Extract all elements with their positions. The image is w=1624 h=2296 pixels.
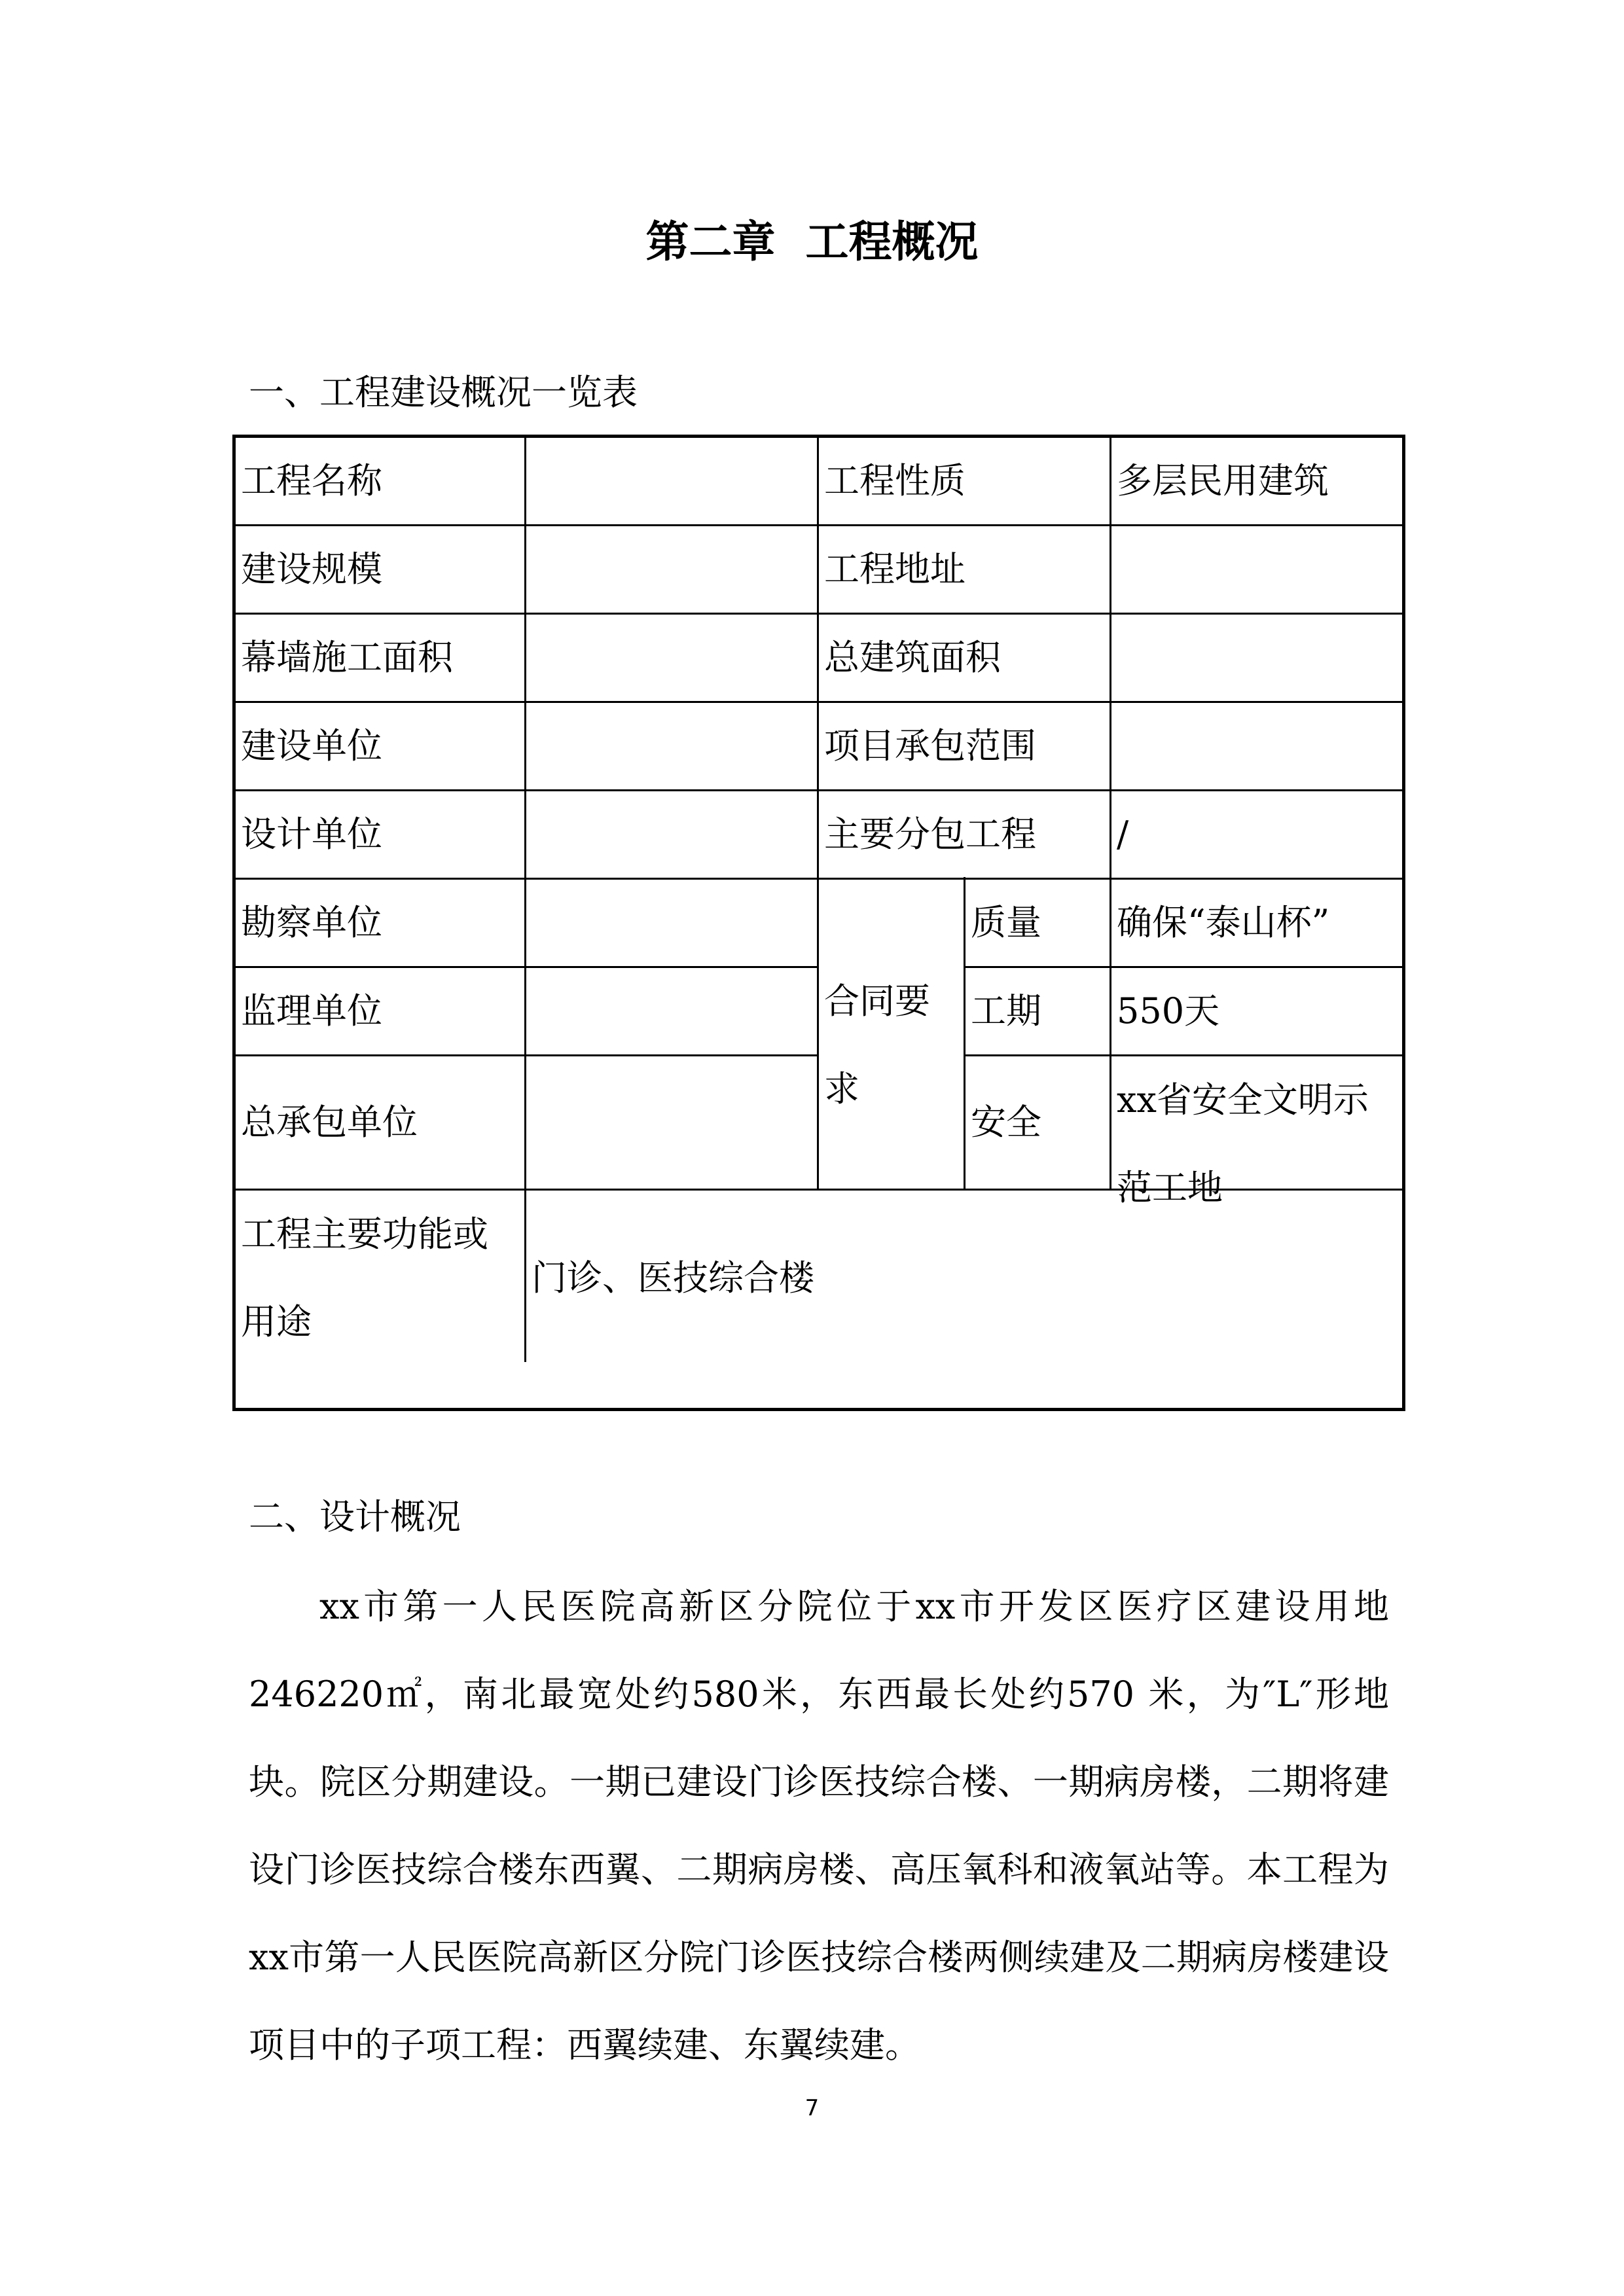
cell-project-nature-value: 多层民用建筑 <box>1117 460 1329 501</box>
cell-duration-label: 工期 <box>971 990 1041 1031</box>
cell-total-area-label: 总建筑面积 <box>824 637 1001 678</box>
cell-quality-value: 确保“泰山杯” <box>1117 902 1330 943</box>
cell-total-area-value <box>1111 615 1402 701</box>
cell-function-value: 门诊、医技综合楼 <box>532 1257 814 1299</box>
project-overview-table <box>232 435 1405 1411</box>
cell-safety-label: 安全 <box>971 1102 1041 1143</box>
cell-subcontract-label: 主要分包工程 <box>824 814 1036 855</box>
cell-address-label: 工程地址 <box>824 548 965 590</box>
cell-project-name-value <box>526 438 817 524</box>
cell-project-name-label: 工程名称 <box>241 460 382 501</box>
cell-address-value <box>1111 526 1402 613</box>
cell-supervisor-label: 监理单位 <box>241 990 382 1031</box>
cell-owner-value <box>526 703 817 789</box>
cell-safety-value: xx省安全文明示范工地 <box>1117 1079 1369 1208</box>
chapter-title: 第二章 工程概况 <box>645 217 979 267</box>
cell-duration-value: 550天 <box>1117 990 1220 1031</box>
cell-contract-requirements-label: 合同要求 <box>824 980 930 1109</box>
cell-general-contractor-value <box>526 1056 817 1189</box>
cell-supervisor-value <box>526 968 817 1054</box>
cell-subcontract-value: / <box>1117 814 1129 855</box>
cell-contract-scope-label: 项目承包范围 <box>824 725 1036 766</box>
cell-curtain-wall-area-label: 幕墙施工面积 <box>241 637 453 678</box>
design-overview-paragraph: xx市第一人民医院高新区分院位于xx市开发区医疗区建设用地246220㎡，南北最宽处约580米，东西最长处约570 米，为″L″形地块。院区分期建设。一期已建设门诊医技综合楼、一期病房楼，二期将建设门诊医技综合楼东西翼、二期病房楼、高压氧科和液氧站等。本工程为xx市第一人民医院高新区分院门诊医技综合楼两侧续建及二期病房楼建设项目中的子项工程：西翼续建、东翼续建。 <box>249 1586 1389 2066</box>
cell-contract-scope-value <box>1111 703 1402 789</box>
cell-designer-label: 设计单位 <box>241 814 382 855</box>
cell-owner-label: 建设单位 <box>241 725 382 766</box>
cell-curtain-wall-area-value <box>526 615 817 701</box>
section-heading-overview-table: 一、工程建设概况一览表 <box>249 372 638 413</box>
cell-scale-label: 建设规模 <box>241 548 382 590</box>
cell-scale-value <box>526 526 817 613</box>
cell-general-contractor-label: 总承包单位 <box>241 1102 418 1143</box>
page-number: 7 <box>804 2095 820 2121</box>
cell-survey-value <box>526 880 817 966</box>
cell-function-label: 工程主要功能或用途 <box>241 1213 488 1342</box>
cell-quality-label: 质量 <box>971 902 1041 943</box>
cell-survey-label: 勘察单位 <box>241 902 382 943</box>
section-heading-design-overview: 二、设计概况 <box>249 1496 461 1537</box>
cell-designer-value <box>526 791 817 878</box>
cell-project-nature-label: 工程性质 <box>824 460 965 501</box>
